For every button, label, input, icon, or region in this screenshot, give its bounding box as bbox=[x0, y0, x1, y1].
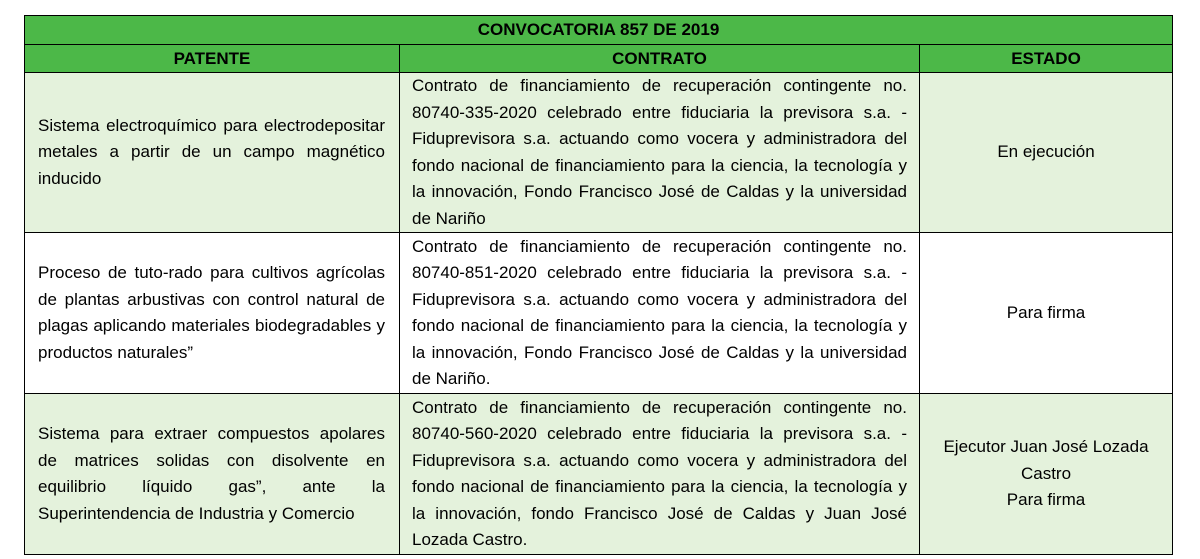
estado-cell bbox=[920, 233, 1173, 394]
header-row bbox=[25, 45, 1173, 73]
contrato-cell: Contrato de financiamiento de recuperación contingente no. 80740-851-2020 celebrado entre fiduciaria la previsora s.a. - Fiduprevisora s.a. actuando como vocera y administradora del fondo nacional de financiamiento para la ciencia, la tecnología y la innovación, Fondo Francisco José de Caldas y la universidad de Nariño. bbox=[400, 233, 920, 394]
convocatoria-table bbox=[24, 15, 1173, 555]
title-row bbox=[25, 16, 1173, 45]
estado-text: Para firma bbox=[1006, 490, 1086, 510]
contrato-cell: Contrato de financiamiento de recuperación contingente no. 80740-335-2020 celebrado entre fiduciaria la previsora s.a. - Fiduprevisora s.a. actuando como vocera y administradora del fondo nacional de financiamiento para la ciencia, la tecnología y la innovación, Fondo Francisco José de Caldas y la universidad de Nariño bbox=[400, 73, 920, 233]
table-row bbox=[25, 233, 1173, 394]
table-row bbox=[25, 394, 1173, 555]
estado-text: Ejecutor Juan José Lozada Castro bbox=[943, 437, 1149, 483]
patente-cell: Sistema para extraer compuestos apolares de matrices solidas con disolvente en equilibrio líquido gas”, ante la Superintendencia de Industria y Comercio bbox=[25, 394, 400, 555]
header-contrato: CONTRATO bbox=[400, 45, 920, 73]
header-patente: PATENTE bbox=[25, 45, 400, 73]
patente-cell: Proceso de tuto-rado para cultivos agrícolas de plantas arbustivas con control natural de plagas aplicando materiales biodegradables y productos naturales” bbox=[25, 233, 400, 394]
patente-cell: Sistema electroquímico para electrodepositar metales a partir de un campo magnético inducido bbox=[25, 73, 400, 233]
estado-cell bbox=[920, 394, 1173, 555]
estado-text: En ejecución bbox=[997, 142, 1095, 162]
table-row bbox=[25, 73, 1173, 233]
table-title: CONVOCATORIA 857 DE 2019 bbox=[25, 16, 1173, 45]
contrato-cell: Contrato de financiamiento de recuperación contingente no. 80740-560-2020 celebrado entre fiduciaria la previsora s.a. - Fiduprevisora s.a. actuando como vocera y administradora del fondo nacional de financiamiento para la ciencia, la tecnología y la innovación, fondo Francisco José de Caldas y Juan José Lozada Castro. bbox=[400, 394, 920, 555]
estado-text: Para firma bbox=[1006, 302, 1086, 322]
estado-cell bbox=[920, 73, 1173, 233]
header-estado: ESTADO bbox=[920, 45, 1173, 73]
